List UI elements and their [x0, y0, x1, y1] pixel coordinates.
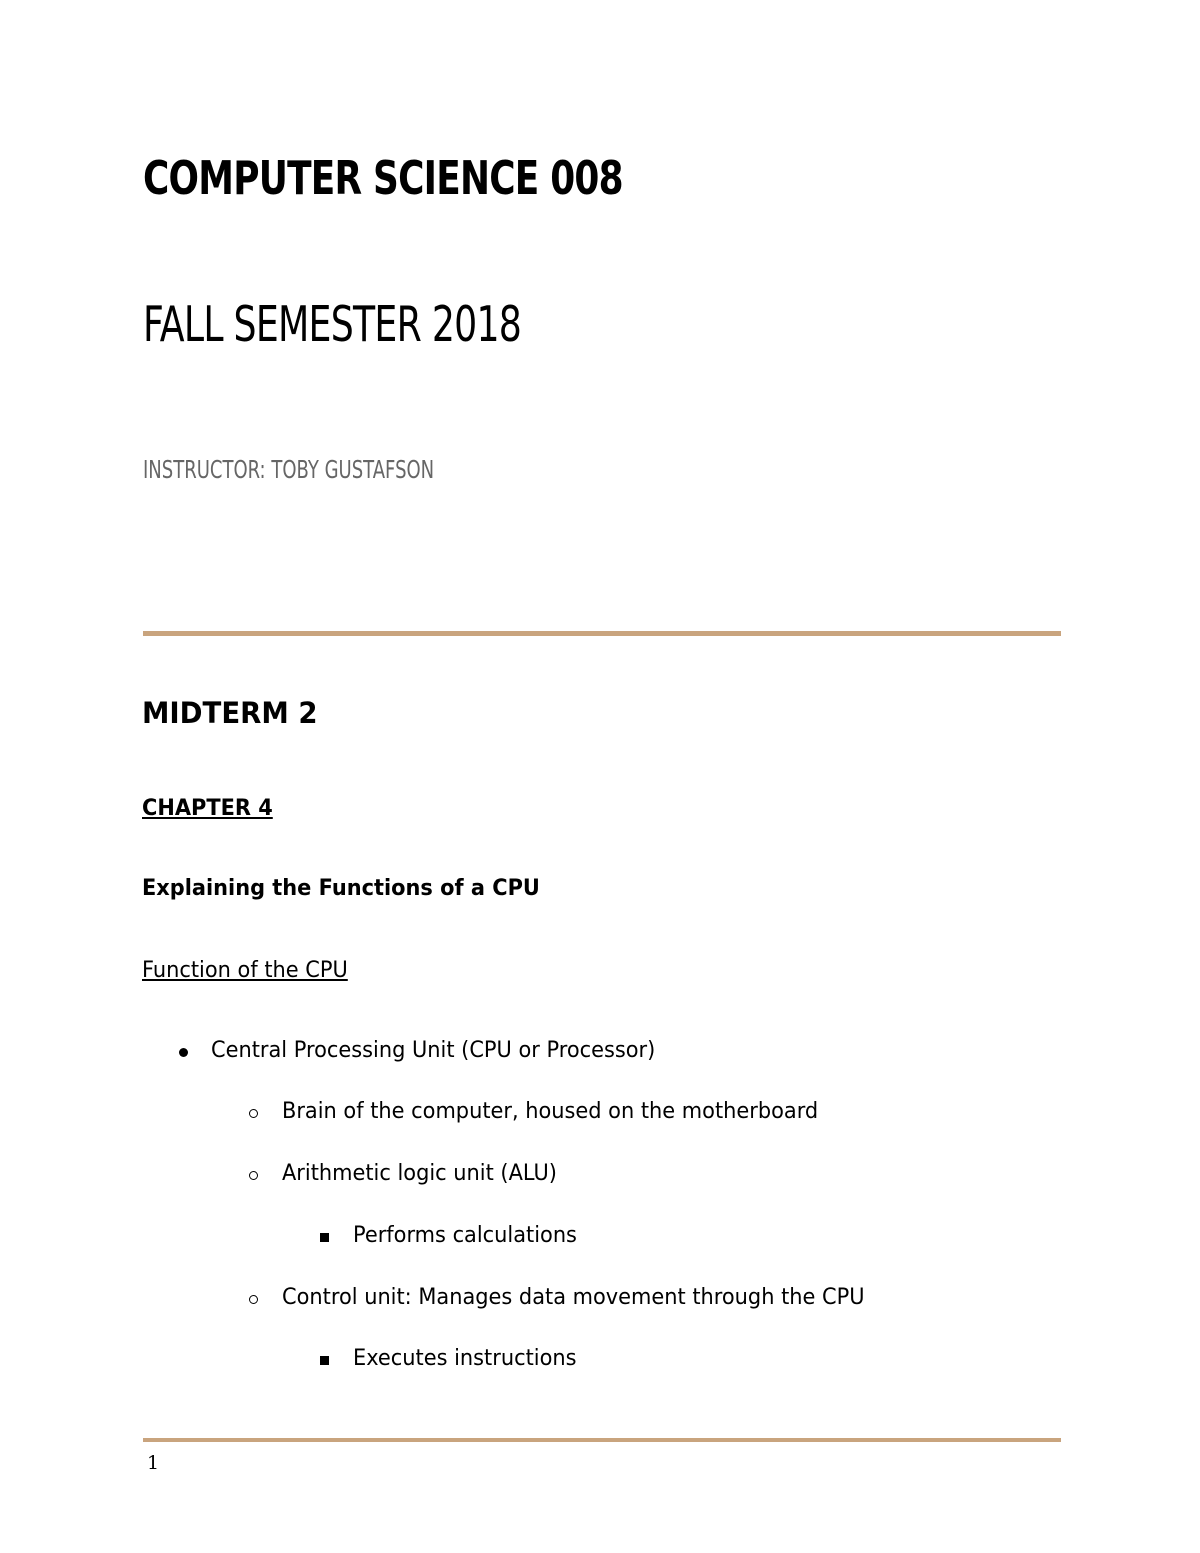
- square-bullet-icon: [320, 1233, 329, 1242]
- circle-bullet-icon: [249, 1109, 258, 1118]
- semester-title: FALL SEMESTER 2018: [143, 296, 522, 353]
- list-item-text: Central Processing Unit (CPU or Processor): [211, 1038, 656, 1063]
- circle-bullet-icon: [249, 1295, 258, 1304]
- circle-bullet-icon: [249, 1171, 258, 1180]
- page-number: 1: [147, 1452, 160, 1474]
- list-item-text: Control unit: Manages data movement through the CPU: [282, 1285, 865, 1310]
- list-item-text: Executes instructions: [353, 1346, 577, 1371]
- course-title: COMPUTER SCIENCE 008: [143, 151, 623, 205]
- header-divider: [143, 631, 1061, 636]
- instructor-line: INSTRUCTOR: TOBY GUSTAFSON: [143, 455, 435, 484]
- section-heading: Explaining the Functions of a CPU: [142, 876, 540, 901]
- list-item-text: Arithmetic logic unit (ALU): [282, 1161, 557, 1186]
- midterm-heading: MIDTERM 2: [142, 696, 318, 730]
- square-bullet-icon: [320, 1356, 329, 1365]
- subsection-heading: Function of the CPU: [142, 958, 348, 983]
- chapter-heading: CHAPTER 4: [142, 796, 273, 821]
- list-item-text: Performs calculations: [353, 1223, 577, 1248]
- footer-divider: [143, 1438, 1061, 1442]
- disc-bullet-icon: [179, 1048, 188, 1057]
- list-item-text: Brain of the computer, housed on the motherboard: [282, 1099, 819, 1124]
